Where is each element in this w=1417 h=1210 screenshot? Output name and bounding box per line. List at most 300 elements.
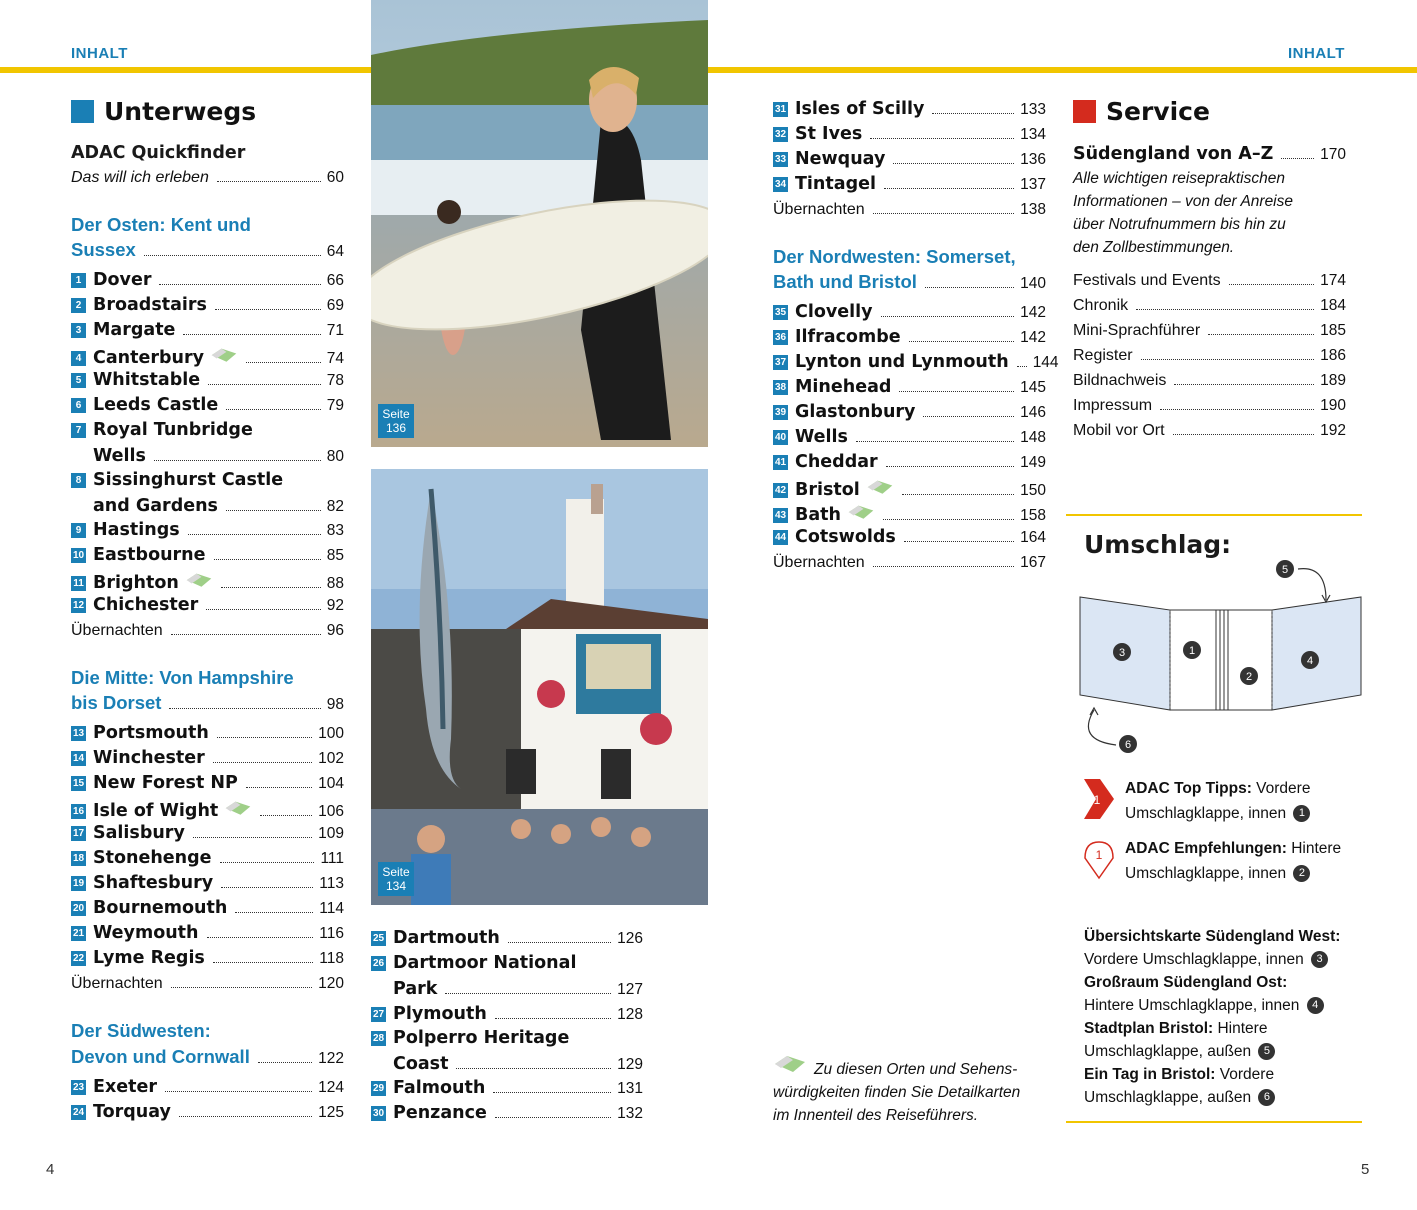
item-label: Newquay xyxy=(795,149,886,169)
map-ref-line2 xyxy=(1084,948,1328,971)
item-label: New Forest NP xyxy=(93,773,238,793)
service-desc-4: den Zollbestimmungen. xyxy=(1073,239,1235,256)
mitte-uebernachten[interactable] xyxy=(71,975,344,993)
badge-page: 134 xyxy=(385,879,407,893)
top-tipps-marker-icon xyxy=(1082,777,1116,821)
page-number: 190 xyxy=(1320,397,1346,414)
item-number: 4 xyxy=(71,351,86,366)
page-number: 92 xyxy=(326,597,344,614)
region-mitte-line2: bis Dorset xyxy=(71,692,162,713)
page-number: 170 xyxy=(1320,146,1346,163)
item-label: Eastbourne xyxy=(93,545,206,565)
map-ref-rest2: Hintere Umschlagklappe, innen xyxy=(1084,997,1300,1014)
item-label: Bristol xyxy=(795,480,860,500)
item-number: 31 xyxy=(774,104,787,115)
toc-item[interactable] xyxy=(71,370,344,390)
sw-uebernachten[interactable] xyxy=(773,201,1046,219)
item-number: 8 xyxy=(71,473,86,488)
item-label: and Gardens xyxy=(93,496,218,516)
item-label: Brighton xyxy=(93,573,179,593)
detail-map-icon xyxy=(866,479,894,497)
unterwegs-square-icon xyxy=(71,100,94,123)
item-label: Polperro Heritage xyxy=(393,1028,570,1048)
service-item[interactable] xyxy=(1073,322,1346,340)
service-item[interactable] xyxy=(1073,347,1346,365)
unterwegs-title: Unterwegs xyxy=(104,97,257,126)
toc-item[interactable] xyxy=(71,898,344,918)
cover-ref-badge: 2 xyxy=(1293,865,1310,882)
item-number: 1 xyxy=(71,273,86,288)
item-number: 2 xyxy=(71,298,86,313)
item-label: Park xyxy=(393,979,438,999)
page-number: 184 xyxy=(1320,297,1346,314)
item-label: Salisbury xyxy=(93,823,185,843)
cover-ref-badge: 1 xyxy=(1293,805,1310,822)
service-item[interactable] xyxy=(1073,397,1346,415)
item-number: 41 xyxy=(774,457,787,468)
item-number: 6 xyxy=(71,398,86,413)
page-number: 146 xyxy=(1020,404,1046,421)
page-number: 158 xyxy=(1020,507,1046,524)
item-label: Lyme Regis xyxy=(93,948,205,968)
region-nordwesten-entry[interactable] xyxy=(773,271,1046,293)
quickfinder-entry[interactable] xyxy=(71,169,344,187)
toc-item-sissinghurst[interactable] xyxy=(71,470,283,490)
item-number: 29 xyxy=(372,1083,385,1094)
service-square-icon xyxy=(1073,100,1096,123)
toc-item[interactable] xyxy=(71,345,344,368)
item-number: 25 xyxy=(372,933,385,944)
region-osten-line2: Sussex xyxy=(71,239,136,260)
map-ref-rest1: Vordere xyxy=(1219,1066,1275,1083)
toc-item[interactable] xyxy=(773,477,1046,500)
item-number: 39 xyxy=(774,407,787,418)
item-label: Exeter xyxy=(93,1077,157,1097)
item-label: Ilfracombe xyxy=(795,327,901,347)
item-label: Impressum xyxy=(1073,397,1153,414)
item-label: Übernachten xyxy=(71,622,163,639)
toc-item[interactable] xyxy=(71,923,344,943)
toc-item[interactable] xyxy=(773,352,1059,372)
item-number: 43 xyxy=(774,510,787,521)
service-desc-1: Alle wichtigen reisepraktischen xyxy=(1073,170,1285,187)
item-number: 42 xyxy=(774,485,787,496)
photo-page-badge[interactable] xyxy=(378,404,414,438)
item-label: Wells xyxy=(795,427,848,447)
item-label: St Ives xyxy=(795,124,863,144)
page-number: 100 xyxy=(318,725,344,742)
page-number: 186 xyxy=(1320,347,1346,364)
item-label: Festivals und Events xyxy=(1073,272,1221,289)
toc-item[interactable] xyxy=(773,327,1046,347)
page-number: 126 xyxy=(617,930,643,947)
toc-item-polperro-line2[interactable] xyxy=(393,1054,643,1074)
top-tipps-rest1: Vordere xyxy=(1256,780,1311,797)
page-number: 111 xyxy=(320,850,344,867)
item-label: Broadstairs xyxy=(93,295,207,315)
item-label: Dartmoor National xyxy=(393,953,577,973)
toc-item[interactable] xyxy=(773,527,1046,547)
item-number: 7 xyxy=(71,423,86,438)
photo-pub-mackerel xyxy=(371,469,708,905)
toc-item[interactable] xyxy=(71,773,344,793)
map-note-line2: würdigkeiten finden Sie Detailkarten xyxy=(773,1084,1021,1101)
page-number: 136 xyxy=(1020,151,1046,168)
toc-item[interactable] xyxy=(371,928,643,948)
map-ref-line1 xyxy=(1084,971,1287,994)
toc-item[interactable] xyxy=(71,520,344,540)
page-number: 85 xyxy=(326,547,344,564)
page-number: 104 xyxy=(318,775,344,792)
cover-ref-badge: 3 xyxy=(1311,951,1328,968)
item-label: Cotswolds xyxy=(795,527,896,547)
item-number: 24 xyxy=(72,1107,85,1118)
item-number: 40 xyxy=(774,432,787,443)
toc-item[interactable] xyxy=(773,149,1046,169)
item-label: Margate xyxy=(93,320,176,340)
toc-item[interactable] xyxy=(773,302,1046,322)
toc-item-dartmoor-line2[interactable] xyxy=(393,979,643,999)
item-label: Clovelly xyxy=(795,302,873,322)
page-number: 120 xyxy=(318,975,344,992)
page-number: 88 xyxy=(326,575,344,592)
item-label: Wells xyxy=(93,446,146,466)
badge-label: Seite xyxy=(382,407,410,421)
page-number: 144 xyxy=(1032,354,1059,371)
nw-uebernachten[interactable] xyxy=(773,554,1046,572)
item-number: 37 xyxy=(774,357,787,368)
item-label: Torquay xyxy=(93,1102,171,1122)
page-number: 82 xyxy=(326,498,344,515)
map-ref-rest2: Umschlagklappe, außen xyxy=(1084,1089,1252,1106)
item-number: 26 xyxy=(372,958,385,969)
item-number: 36 xyxy=(774,332,787,343)
page-number: 167 xyxy=(1020,554,1046,571)
page-number: 142 xyxy=(1020,329,1046,346)
region-nordwesten-line2: Bath und Bristol xyxy=(773,271,917,292)
item-number: 27 xyxy=(372,1009,385,1020)
item-number: 10 xyxy=(72,550,85,561)
service-main-entry[interactable] xyxy=(1073,144,1346,164)
cover-ref-badge: 6 xyxy=(1258,1089,1275,1106)
map-ref-bold: Ein Tag in Bristol: xyxy=(1084,1066,1216,1083)
map-ref-line1 xyxy=(1084,1063,1274,1086)
toc-item[interactable] xyxy=(71,295,344,315)
item-label: Bournemouth xyxy=(93,898,228,918)
toc-item-plymouth[interactable] xyxy=(371,1004,643,1024)
page-number: 109 xyxy=(318,825,344,842)
item-label: Übernachten xyxy=(773,554,865,571)
item-label: Shaftesbury xyxy=(93,873,214,893)
region-suedwesten-title: Der Südwesten: xyxy=(71,1020,211,1041)
header-left: INHALT xyxy=(71,45,128,62)
map-ref-line2 xyxy=(1084,994,1324,1017)
toc-item[interactable] xyxy=(71,395,344,415)
item-label: Cheddar xyxy=(795,452,878,472)
diagram-label-5: 5 xyxy=(1281,564,1289,576)
region-osten-title: Der Osten: Kent und xyxy=(71,214,251,235)
item-label: Isle of Wight xyxy=(93,801,219,821)
item-label: Mobil vor Ort xyxy=(1073,422,1165,439)
diagram-label-2: 2 xyxy=(1245,671,1253,683)
map-note-line1: Zu diesen Orten und Sehens- xyxy=(814,1061,1018,1078)
item-number: 13 xyxy=(72,728,85,739)
item-number: 17 xyxy=(72,828,85,839)
item-label: Coast xyxy=(393,1054,449,1074)
page-number: 133 xyxy=(1020,101,1046,118)
item-number: 35 xyxy=(774,307,787,318)
photo-surfer xyxy=(371,0,708,447)
item-number: 9 xyxy=(71,523,86,538)
item-number: 21 xyxy=(72,928,85,939)
page-number: 69 xyxy=(326,297,344,314)
item-number: 38 xyxy=(774,382,787,393)
item-number: 22 xyxy=(72,953,85,964)
toc-item[interactable] xyxy=(773,427,1046,447)
item-number: 5 xyxy=(71,373,86,388)
item-label: Übernachten xyxy=(71,975,163,992)
toc-item[interactable] xyxy=(371,1078,643,1098)
page-number: 71 xyxy=(326,322,344,339)
top-tipps-line2 xyxy=(1125,802,1310,825)
item-label: Stonehenge xyxy=(93,848,212,868)
service-item[interactable] xyxy=(1073,422,1346,440)
toc-item[interactable] xyxy=(71,570,344,593)
map-ref-rest2: Umschlagklappe, außen xyxy=(1084,1043,1252,1060)
page-number: 64 xyxy=(326,243,344,260)
page-number: 134 xyxy=(1020,126,1046,143)
header-right: INHALT xyxy=(1288,45,1345,62)
item-label: Plymouth xyxy=(393,1004,487,1024)
badge-label: Seite xyxy=(382,865,410,879)
page-number: 189 xyxy=(1320,372,1346,389)
toc-item[interactable] xyxy=(773,452,1046,472)
toc-item[interactable] xyxy=(71,748,344,768)
toc-item-sissinghurst-line2[interactable] xyxy=(93,496,344,516)
quickfinder-title: ADAC Quickfinder xyxy=(71,143,246,163)
item-label: Minehead xyxy=(795,377,892,397)
map-ref-bold: Übersichtskarte Südengland West: xyxy=(1084,928,1341,945)
item-label: Südengland von A–Z xyxy=(1073,144,1274,164)
toc-item[interactable] xyxy=(71,823,344,843)
page-number-left: 4 xyxy=(46,1161,55,1178)
page-number: 174 xyxy=(1320,272,1346,289)
item-label: Hastings xyxy=(93,520,180,540)
diagram-label-6: 6 xyxy=(1124,739,1132,751)
top-tipps-line1 xyxy=(1125,777,1310,800)
page-number: 138 xyxy=(1020,201,1046,218)
toc-item[interactable] xyxy=(773,124,1046,144)
page-number: 185 xyxy=(1320,322,1346,339)
cover-ref-badge: 4 xyxy=(1307,997,1324,1014)
toc-item-dartmoor[interactable] xyxy=(371,953,576,973)
page-number: 78 xyxy=(326,372,344,389)
toc-item[interactable] xyxy=(773,377,1046,397)
item-label: Mini-Sprachführer xyxy=(1073,322,1201,339)
toc-item[interactable] xyxy=(71,320,344,340)
service-item[interactable] xyxy=(1073,297,1346,315)
item-number: 20 xyxy=(72,903,85,914)
region-mitte-title: Die Mitte: Von Hampshire xyxy=(71,667,294,688)
photo-page-badge[interactable] xyxy=(378,862,414,896)
page-number: 60 xyxy=(326,169,344,186)
item-label: Bath xyxy=(795,505,841,525)
region-suedwesten-line2: Devon und Cornwall xyxy=(71,1046,250,1067)
item-label: Royal Tunbridge xyxy=(93,420,253,440)
top-tipps-rest2: Umschlagklappe, innen xyxy=(1125,805,1287,822)
item-number: 28 xyxy=(372,1033,385,1044)
region-mitte-entry[interactable] xyxy=(71,692,344,714)
quickfinder-sub: Das will ich erleben xyxy=(71,169,209,186)
header-rule-right xyxy=(708,67,1417,73)
item-number: 18 xyxy=(72,853,85,864)
item-number: 34 xyxy=(774,179,787,190)
umschlag-rule-bottom xyxy=(1066,1121,1362,1123)
toc-item[interactable] xyxy=(71,270,344,290)
page-number: 132 xyxy=(617,1105,643,1122)
toc-item[interactable] xyxy=(71,873,344,893)
item-number: 11 xyxy=(71,576,86,591)
empfehlungen-marker-label: 1 xyxy=(1095,848,1103,862)
toc-item[interactable] xyxy=(71,1102,344,1122)
empfehlungen-rest1: Hintere xyxy=(1291,840,1342,857)
item-number: 33 xyxy=(774,154,787,165)
toc-item[interactable] xyxy=(71,1077,344,1097)
page-number: 79 xyxy=(326,397,344,414)
page-number: 142 xyxy=(1020,304,1046,321)
page-number: 80 xyxy=(326,448,344,465)
page-number: 122 xyxy=(318,1050,344,1067)
page-number: 102 xyxy=(318,750,344,767)
service-title: Service xyxy=(1106,97,1210,126)
diagram-label-4: 4 xyxy=(1306,655,1314,667)
item-label: Winchester xyxy=(93,748,205,768)
detail-map-icon xyxy=(773,1054,807,1076)
empfehlungen-marker-icon xyxy=(1082,838,1116,880)
badge-page: 136 xyxy=(385,421,407,435)
service-item[interactable] xyxy=(1073,372,1346,390)
page-number: 137 xyxy=(1020,176,1046,193)
item-label: Bildnachweis xyxy=(1073,372,1167,389)
item-number: 14 xyxy=(72,753,85,764)
diagram-label-1: 1 xyxy=(1188,645,1196,657)
map-ref-rest1: Hintere xyxy=(1217,1020,1268,1037)
cover-ref-badge: 5 xyxy=(1258,1043,1275,1060)
header-rule-left xyxy=(0,67,371,73)
page-number: 66 xyxy=(326,272,344,289)
toc-item[interactable] xyxy=(71,798,344,821)
map-ref-bold: Stadtplan Bristol: xyxy=(1084,1020,1214,1037)
toc-item-polperro[interactable] xyxy=(371,1028,569,1048)
page-number: 96 xyxy=(326,622,344,639)
item-label: Chronik xyxy=(1073,297,1129,314)
page-number: 114 xyxy=(319,900,344,917)
toc-item[interactable] xyxy=(371,1103,643,1123)
toc-item[interactable] xyxy=(71,723,344,743)
toc-item[interactable] xyxy=(773,502,1046,525)
toc-item[interactable] xyxy=(71,948,344,968)
page-number-right: 5 xyxy=(1361,1161,1370,1178)
item-label: Portsmouth xyxy=(93,723,209,743)
osten-uebernachten[interactable] xyxy=(71,622,344,640)
map-note-line3: im Innenteil des Reiseführers. xyxy=(773,1107,979,1124)
map-ref-rest2: Vordere Umschlagklappe, innen xyxy=(1084,951,1304,968)
page-number: 127 xyxy=(617,981,643,998)
item-label: Übernachten xyxy=(773,201,865,218)
page-number: 83 xyxy=(326,522,344,539)
umschlag-title: Umschlag: xyxy=(1084,530,1232,559)
item-label: Glastonbury xyxy=(795,402,916,422)
umschlag-rule-top xyxy=(1066,514,1362,516)
item-number: 12 xyxy=(72,600,85,611)
item-label: Tintagel xyxy=(795,174,876,194)
empfehlungen-line2 xyxy=(1125,862,1310,885)
toc-item[interactable] xyxy=(773,99,1046,119)
page-number: 128 xyxy=(617,1006,643,1023)
service-desc-2: Informationen – von der Anreise xyxy=(1073,193,1293,210)
region-osten-entry[interactable] xyxy=(71,239,344,261)
region-nordwesten-title: Der Nordwesten: Somerset, xyxy=(773,246,1016,267)
item-number: 15 xyxy=(72,778,85,789)
region-suedwesten-entry[interactable] xyxy=(71,1046,344,1068)
page-number: 164 xyxy=(1020,529,1046,546)
page-number: 116 xyxy=(319,925,344,942)
top-tipps-marker-label: 1 xyxy=(1093,793,1101,807)
map-ref-line2 xyxy=(1084,1086,1275,1109)
item-label: Penzance xyxy=(393,1103,487,1123)
detail-map-icon xyxy=(185,572,213,590)
item-label: Chichester xyxy=(93,595,199,615)
cover-fold-diagram xyxy=(1076,555,1366,755)
toc-item-tunbridge[interactable] xyxy=(71,420,253,440)
map-ref-bold: Großraum Südengland Ost: xyxy=(1084,974,1288,991)
item-number: 23 xyxy=(72,1082,85,1093)
detail-map-icon xyxy=(224,800,252,818)
empfehlungen-rest2: Umschlagklappe, innen xyxy=(1125,865,1287,882)
toc-item[interactable] xyxy=(773,174,1046,194)
page-number: 145 xyxy=(1020,379,1046,396)
toc-item-tunbridge-line2[interactable] xyxy=(93,446,344,466)
top-tipps-bold: ADAC Top Tipps: xyxy=(1125,780,1252,797)
item-label: Falmouth xyxy=(393,1078,486,1098)
toc-item[interactable] xyxy=(71,545,344,565)
page-number: 118 xyxy=(319,950,344,967)
toc-item[interactable] xyxy=(773,402,1046,422)
page-number: 113 xyxy=(319,875,344,892)
page-number: 98 xyxy=(326,696,344,713)
page-number: 131 xyxy=(617,1080,643,1097)
detail-map-icon xyxy=(847,504,875,522)
toc-item[interactable] xyxy=(71,848,344,868)
service-item[interactable] xyxy=(1073,272,1346,290)
item-number: 30 xyxy=(372,1108,385,1119)
item-label: Weymouth xyxy=(93,923,199,943)
service-desc-3: über Notrufnummern bis hin zu xyxy=(1073,216,1286,233)
item-label: Canterbury xyxy=(93,348,204,368)
toc-item[interactable] xyxy=(71,595,344,615)
item-label: Isles of Scilly xyxy=(795,99,925,119)
item-label: Dover xyxy=(93,270,152,290)
item-label: Register xyxy=(1073,347,1133,364)
empfehlungen-bold: ADAC Empfehlungen: xyxy=(1125,840,1287,857)
item-label: Leeds Castle xyxy=(93,395,219,415)
detail-map-icon xyxy=(210,347,238,365)
page-number: 140 xyxy=(1020,275,1046,292)
page-number: 125 xyxy=(318,1104,344,1121)
item-number: 3 xyxy=(71,323,86,338)
page-number: 124 xyxy=(318,1079,344,1096)
empfehlungen-line1 xyxy=(1125,837,1341,860)
